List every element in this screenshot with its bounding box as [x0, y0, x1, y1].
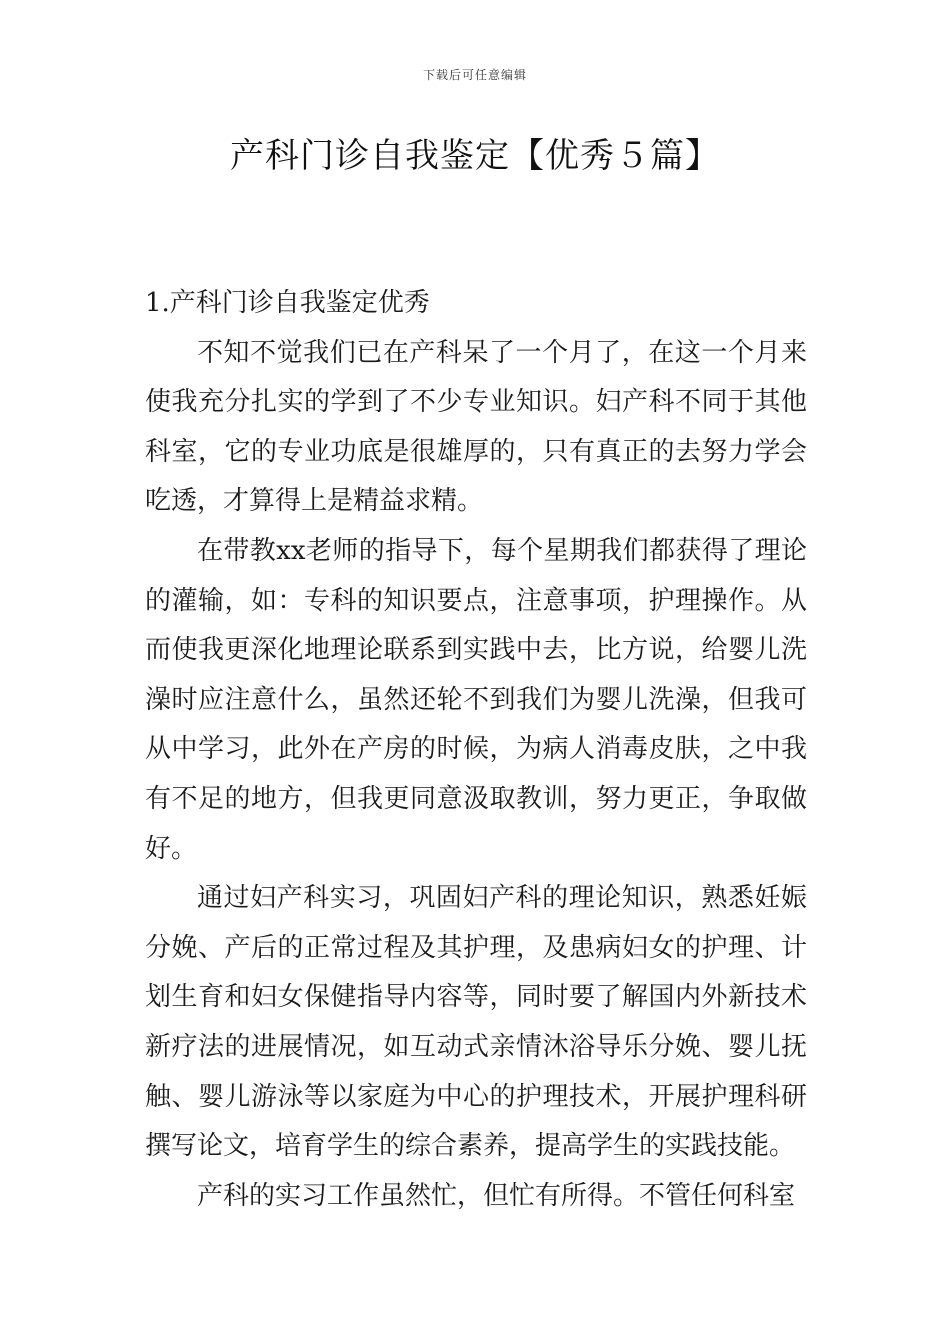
body-paragraph: 通过妇产科实习，巩固妇产科的理论知识，熟悉妊娠分娩、产后的正常过程及其护理，及患病妇女的护理、计划生育和妇女保健指导内容等，同时要了解国内外新技术新疗法的进展情况，如互动式亲情沐浴导乐分娩、婴儿抚触、婴儿游泳等以家庭为中心的护理技术，开展护理科研撰写论文，培育学生的综合素养，提高学生的实践技能。 — [145, 883, 807, 1162]
body-paragraph: 产科的实习工作虽然忙，但忙有所得。不管任何科室 — [197, 1180, 796, 1211]
body-paragraph: 不知不觉我们已在产科呆了一个月了，在这一个月来使我充分扎实的学到了不少专业知识。妇产科不同于其他科室，它的专业功底是很雄厚的，只有真正的去努力学会吃透，才算得上是精益求精。 — [145, 337, 807, 517]
section-heading: 1.产科门诊自我鉴定优秀 — [145, 288, 430, 318]
page-header-note: 下载后可任意编辑 — [422, 68, 527, 82]
body-paragraph: 在带教xx老师的指导下，每个星期我们都获得了理论的灌输，如：专科的知识要点，注意事项，护理操作。从而使我更深化地理论联系到实践中去，比方说，给婴儿洗澡时应注意什么，虽然还轮不到我们为婴儿洗澡，但我可从中学习，此外在产房的时候，为病人消毒皮肤，之中我有不足的地方，但我更同意汲取教训，努力更正，争取做好。 — [145, 535, 807, 864]
document-title: 产科门诊自我鉴定【优秀５篇】 — [230, 136, 720, 176]
document-body — [145, 279, 807, 1221]
